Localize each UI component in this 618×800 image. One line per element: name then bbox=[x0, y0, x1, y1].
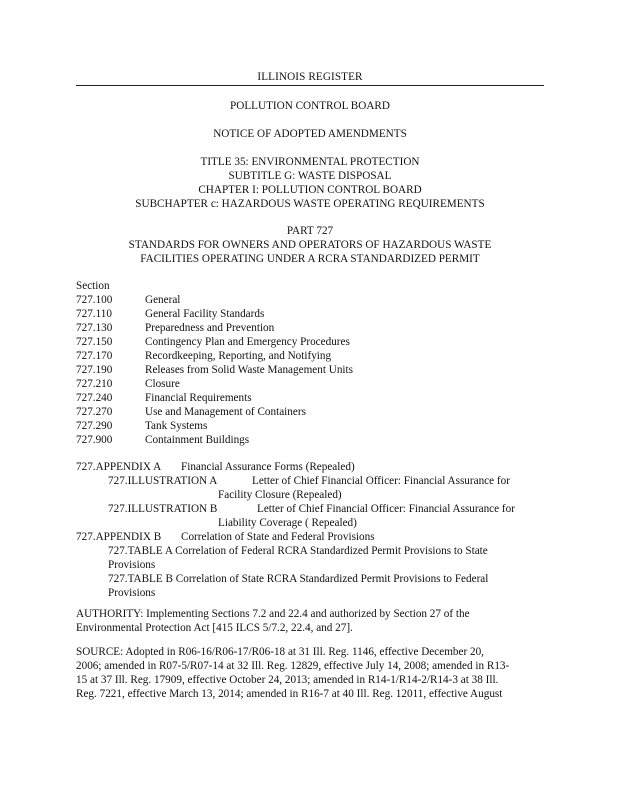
section-title: Releases from Solid Waste Management Units bbox=[145, 364, 353, 376]
section-number: 727.150 bbox=[76, 336, 113, 348]
authority-note bbox=[76, 607, 546, 635]
source-note bbox=[76, 645, 546, 701]
appendix-b-title: Correlation of State and Federal Provisions bbox=[181, 531, 375, 543]
illustration-a-title: Letter of Chief Financial Officer: Financial Assurance for bbox=[252, 475, 510, 487]
chapter-line: CHAPTER I: POLLUTION CONTROL BOARD bbox=[198, 184, 422, 196]
illustration-b-title-cont: Liability Coverage ( Repealed) bbox=[218, 517, 357, 529]
authority-line: AUTHORITY: Implementing Sections 7.2 and 22.4 and authorized by Section 27 of the bbox=[76, 608, 470, 620]
section-title: Use and Management of Containers bbox=[145, 406, 306, 418]
section-number: 727.210 bbox=[76, 378, 113, 390]
source-line: 15 at 37 Ill. Reg. 17909, effective October 24, 2013; amended in R14-1/R14-2/R14-3 at 38 Ill. bbox=[76, 674, 499, 686]
agency-heading: POLLUTION CONTROL BOARD bbox=[230, 100, 390, 112]
section-number: 727.130 bbox=[76, 322, 113, 334]
authority-line: Environmental Protection Act [415 ILCS 5/7.2, 22.4, and 27]. bbox=[76, 622, 353, 634]
source-line: SOURCE: Adopted in R06-16/R06-17/R06-18 at 31 Ill. Reg. 1146, effective December 20, bbox=[76, 646, 484, 658]
section-title: Recordkeeping, Reporting, and Notifying bbox=[145, 350, 332, 362]
section-number: 727.170 bbox=[76, 350, 113, 362]
section-number: 727.900 bbox=[76, 434, 113, 446]
illustration-b-title: Letter of Chief Financial Officer: Financial Assurance for bbox=[257, 503, 515, 515]
appendix-a-number: 727.APPENDIX A bbox=[76, 461, 162, 473]
section-number: 727.240 bbox=[76, 392, 113, 404]
section-title: General bbox=[145, 294, 181, 306]
section-title: Tank Systems bbox=[145, 420, 208, 432]
title-line: TITLE 35: ENVIRONMENTAL PROTECTION bbox=[200, 156, 420, 168]
section-title: Containment Buildings bbox=[145, 434, 250, 446]
part-number: PART 727 bbox=[286, 225, 334, 237]
register-title: ILLINOIS REGISTER bbox=[257, 71, 363, 83]
section-number: 727.290 bbox=[76, 420, 113, 432]
section-title: Closure bbox=[145, 378, 180, 390]
table-a-entry-cont: Provisions bbox=[108, 559, 156, 571]
header-rule bbox=[76, 85, 544, 86]
section-number: 727.100 bbox=[76, 294, 113, 306]
source-line: Reg. 7221, effective March 13, 2014; amended in R16-7 at 40 Ill. Reg. 12011, effective August bbox=[76, 688, 503, 700]
section-number: 727.270 bbox=[76, 406, 113, 418]
section-number: 727.190 bbox=[76, 364, 113, 376]
appendix-a-title: Financial Assurance Forms (Repealed) bbox=[181, 461, 355, 473]
illustration-a-number: 727.ILLUSTRATION A bbox=[108, 475, 218, 487]
subchapter-line: SUBCHAPTER c: HAZARDOUS WASTE OPERATING REQUIREMENTS bbox=[135, 198, 485, 210]
subtitle-line: SUBTITLE G: WASTE DISPOSAL bbox=[228, 170, 392, 182]
appendix-b-number: 727.APPENDIX B bbox=[76, 531, 162, 543]
table-b-entry-cont: Provisions bbox=[108, 587, 156, 599]
table-a-entry: 727.TABLE A Correlation of Federal RCRA Standardized Permit Provisions to State bbox=[108, 545, 488, 557]
section-title: General Facility Standards bbox=[145, 308, 265, 320]
table-b-entry: 727.TABLE B Correlation of State RCRA Standardized Permit Provisions to Federal bbox=[108, 573, 489, 585]
section-number: 727.110 bbox=[76, 308, 112, 320]
section-label: Section bbox=[76, 280, 110, 292]
section-title: Contingency Plan and Emergency Procedures bbox=[145, 336, 350, 348]
part-heading-line-2: FACILITIES OPERATING UNDER A RCRA STANDARDIZED PERMIT bbox=[140, 253, 480, 265]
illustration-a-title-cont: Facility Closure (Repealed) bbox=[218, 489, 342, 501]
source-line: 2006; amended in R07-5/R07-14 at 32 Ill. Reg. 12829, effective July 14, 2008; amended in R13- bbox=[76, 660, 510, 672]
part-heading-line-1: STANDARDS FOR OWNERS AND OPERATORS OF HAZARDOUS WASTE bbox=[128, 239, 492, 251]
notice-heading: NOTICE OF ADOPTED AMENDMENTS bbox=[213, 128, 407, 140]
section-title: Financial Requirements bbox=[145, 392, 252, 404]
illustration-b-number: 727.ILLUSTRATION B bbox=[108, 503, 218, 515]
section-title: Preparedness and Prevention bbox=[145, 322, 275, 334]
